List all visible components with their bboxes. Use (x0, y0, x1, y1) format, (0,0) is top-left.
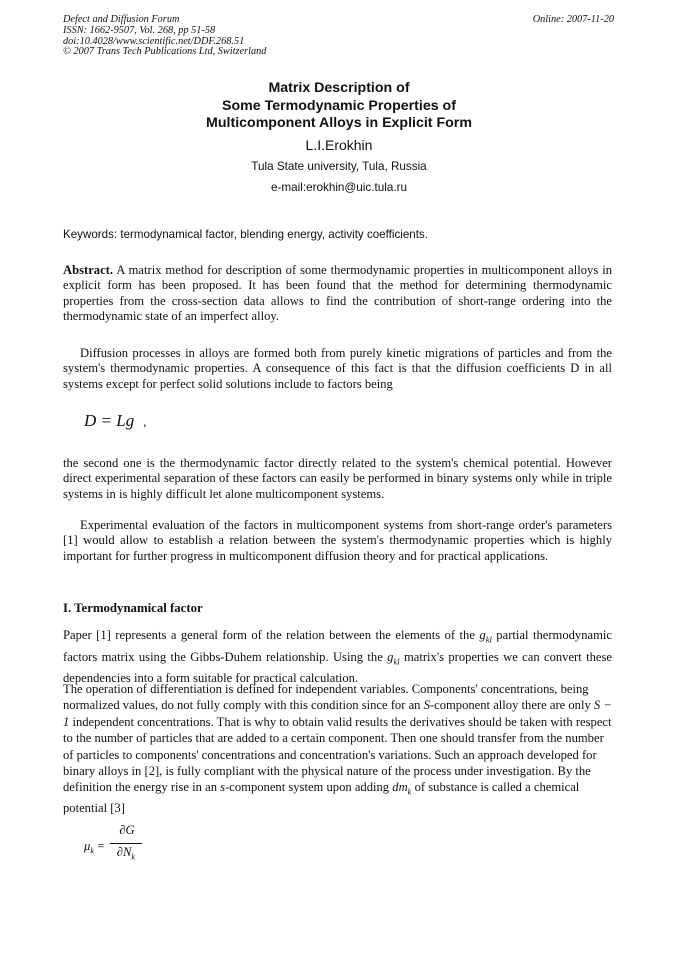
doi-line: doi:10.4028/www.scientific.net/DDF.268.51 (63, 35, 245, 47)
intro-paragraph-1: Diffusion processes in alloys are formed both from purely kinetic migrations of particles and from the system's thermodynamic properties. A consequence of this fact is that the diffusion coefficients D in all systems except for perfect solid solutions include to factors being (63, 346, 612, 391)
section-paragraph-2 (63, 681, 612, 817)
formula-text: D = Lg (84, 411, 135, 430)
fraction-bar (110, 843, 142, 844)
section-paragraph-1 (63, 627, 612, 687)
dm-symbol (392, 780, 412, 797)
abstract-label: Abstract. (63, 263, 114, 277)
g-subscript: kl (485, 634, 492, 645)
formula-lhs (84, 839, 104, 856)
s1p2-text-d: -component system upon adding (225, 780, 393, 795)
mu-symbol: μ (84, 839, 91, 853)
abstract (63, 263, 612, 324)
journal-header (63, 15, 614, 58)
g-letter: g (479, 628, 486, 642)
s1p2-text-b: -component alloy there are only (429, 698, 594, 713)
intro-paragraph-2: the second one is the thermodynamic factor directly related to the system's chemical potential. However direct experimental separation of these factors can easily be performed in binary systems only while in triple systems in is highly difficult let alone multicomponent systems. (63, 456, 612, 501)
author-name: L.I.Erokhin (305, 136, 373, 153)
fraction-denominator (108, 845, 144, 862)
denominator-subscript: k (131, 851, 136, 862)
issn-line: ISSN: 1662-9507, Vol. 268, pp 51-58 (63, 24, 216, 36)
journal-name: Defect and Diffusion Forum (63, 14, 180, 25)
g-subscript-2: kl (393, 656, 400, 667)
keywords: Keywords: termodynamical factor, blending energy, activity coefficients. (63, 228, 428, 241)
s-minus-one: S − 1 (63, 698, 612, 729)
copyright-line: © 2007 Trans Tech Publications Ltd, Switzerland (63, 46, 267, 58)
dm-letters: dm (392, 780, 408, 795)
s-lower-symbol: s (220, 780, 226, 795)
g-letter-2: g (387, 649, 394, 664)
title-line-2: Some Termodynamic Properties of (222, 97, 456, 114)
section-heading: I. Termodynamical factor (63, 601, 203, 615)
s1p1-text-c: matrix's properties we can convert these dependencies into a form suitable for practical calculation. (63, 649, 612, 686)
formula-comma: , (143, 414, 147, 429)
s-symbol: S (423, 698, 430, 713)
s1p2-text-a: The operation of differentiation is defined for independent variables. Components' concentrations, being normalized values, do not fully comply with this condition since for an (63, 682, 589, 713)
affiliation: Tula State university, Tula, Russia (251, 159, 427, 173)
g-symbol-2 (387, 649, 400, 667)
s1p1-text-a: Paper [1] represents a general form of the relation between the elements of the (63, 628, 480, 642)
dm-subscript: k (407, 786, 412, 797)
s1p1-text-b: partial thermodynamic factors matrix using the Gibbs-Duhem relationship. Using the (63, 628, 612, 664)
title-block (0, 80, 678, 194)
paper-title (0, 80, 678, 133)
online-date: Online: 2007-11-20 (532, 14, 614, 25)
title-line-3: Multicomponent Alloys in Explicit Form (206, 115, 472, 131)
fraction-numerator: ∂G (119, 823, 135, 837)
denominator-text: ∂N (116, 845, 132, 859)
author-email: e-mail:erokhin@uic.tula.ru (271, 180, 407, 194)
mu-subscript: k (90, 845, 95, 856)
equals-sign: = (94, 839, 105, 853)
abstract-text: A matrix method for description of some thermodynamic properties in multicomponent alloys in explicit form has been proposed. It has been found that the method for determining thermodynamic properties from the cross-section data allows to find the contribution of short-range ordering into the thermodynamic state of an imperfect alloy. (63, 263, 612, 323)
s1p2-text-e: of substance is called a chemical potential [3] (63, 780, 580, 816)
g-symbol (479, 628, 492, 645)
s1p2-text-c: independent concentrations. That is why to obtain valid results the derivatives should be taken with respect to the number of particles that are added to a certain component. Then one should transfer from the number of particles to components' concentrations and concentration's variations. Such an approach developed for binary alloys in [2], is fully compliant with the physical nature of the process under investigation. By the definition the energy rise in an (63, 714, 612, 795)
title-line-1: Matrix Description of (268, 80, 410, 96)
formula-d-lg (84, 411, 146, 431)
intro-paragraph-3: Experimental evaluation of the factors in multicomponent systems from short-range order's parameters [1] would allow to establish a relation between the system's thermodynamic properties which is highly important for further progress in multicomponent diffusion theory and for practical applications. (63, 518, 612, 563)
